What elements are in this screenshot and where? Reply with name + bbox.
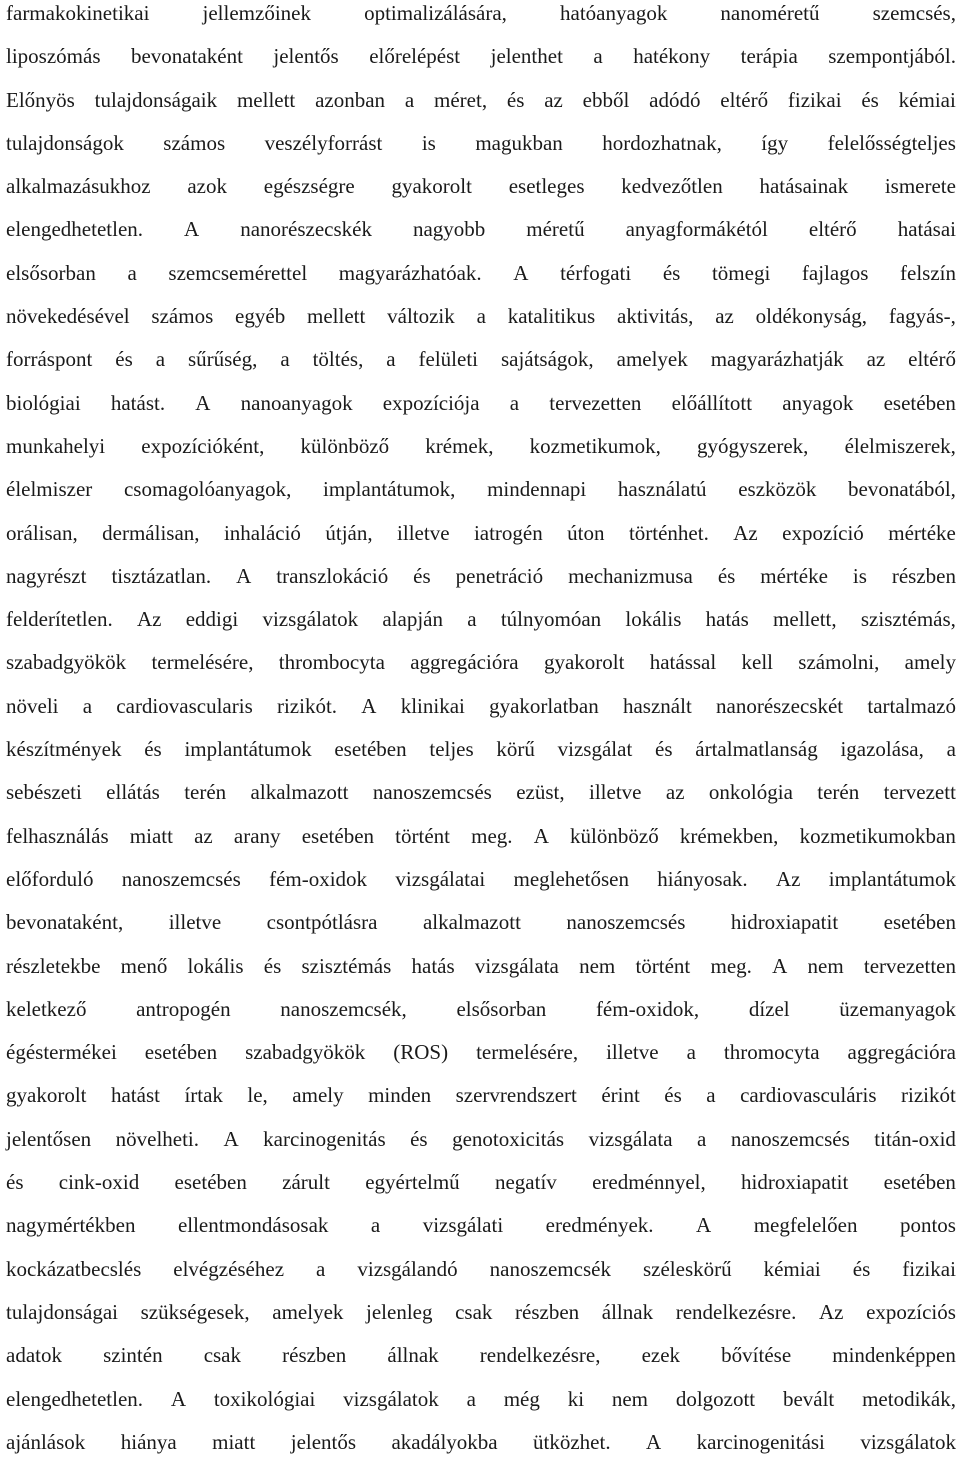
text-line: felderítetlen. Az eddigi vizsgálatok alapján a túlnyomóan lokális hatás mellett, szisztémás, <box>6 607 956 632</box>
text-line: keletkező antropogén nanoszemcsék, elsősorban fém-oxidok, dízel üzemanyagok <box>6 996 956 1021</box>
text-line: adatok szintén csak részben állnak rendelkezésre, ezek bővítése mindenképpen <box>6 1343 956 1368</box>
text-line: tulajdonságai szükségesek, amelyek jelenleg csak részben állnak rendelkezésre. Az expozíciós <box>6 1299 956 1324</box>
text-line: orálisan, dermálisan, inhaláció útján, illetve iatrogén úton történhet. Az expozíció mértéke <box>6 520 956 545</box>
text-line: alkalmazásukhoz azok egészségre gyakorolt esetleges kedvezőtlen hatásainak ismerete <box>6 174 956 199</box>
text-line: bevonataként, illetve csontpótlásra alkalmazott nanoszemcsés hidroxiapatit esetében <box>6 910 956 935</box>
document-body <box>6 0 956 1472</box>
text-line: elsősorban a szemcsemérettel magyarázhatóak. A térfogati és tömegi fajlagos felszín <box>6 260 956 285</box>
text-line: biológiai hatást. A nanoanyagok expozíciója a tervezetten előállított anyagok esetében <box>6 390 956 415</box>
text-line: részletekbe menő lokális és szisztémás hatás vizsgálata nem történt meg. A nem tervezetten <box>6 953 956 978</box>
text-line: felhasználás miatt az arany esetében történt meg. A különböző krémekben, kozmetikumokban <box>6 823 956 848</box>
text-line: és cink-oxid esetében zárult egyértelmű negatív eredménnyel, hidroxiapatit esetében <box>6 1170 956 1195</box>
text-line: szabadgyökök termelésére, thrombocyta aggregációra gyakorolt hatással kell számolni, amely <box>6 650 956 675</box>
text-line: nagyrészt tisztázatlan. A transzlokáció és penetráció mechanizmusa és mértéke is részben <box>6 563 956 588</box>
text-line: nagymértékben ellentmondásosak a vizsgálati eredmények. A megfelelően pontos <box>6 1213 956 1238</box>
text-line: Előnyös tulajdonságaik mellett azonban a méret, és az ebből adódó eltérő fizikai és kémiai <box>6 87 956 112</box>
text-line: élelmiszer csomagolóanyagok, implantátumok, mindennapi használatú eszközök bevonatából, <box>6 477 956 502</box>
text-line: előforduló nanoszemcsés fém-oxidok vizsgálatai meglehetősen hiányosak. Az implantátumok <box>6 866 956 891</box>
text-line: készítmények és implantátumok esetében teljes körű vizsgálat és ártalmatlanság igazolása, a <box>6 737 956 762</box>
text-line: ajánlások hiánya miatt jelentős akadályokba ütközhet. A karcinogenitási vizsgálatok <box>6 1429 956 1454</box>
text-line: növeli a cardiovascularis rizikót. A klinikai gyakorlatban használt nanorészecskét tartalmazó <box>6 693 956 718</box>
text-line: elengedhetetlen. A nanorészecskék nagyobb méretű anyagformákétól eltérő hatásai <box>6 217 956 242</box>
text-line: növekedésével számos egyéb mellett változik a katalitikus aktivitás, az oldékonyság, fagyás-, <box>6 304 956 329</box>
text-line: tulajdonságok számos veszélyforrást is magukban hordozhatnak, így felelősségteljes <box>6 130 956 155</box>
text-line: gyakorolt hatást írtak le, amely minden szervrendszert érint és a cardiovasculáris rizikót <box>6 1083 956 1108</box>
text-line: forráspont és a sűrűség, a töltés, a felületi sajátságok, amelyek magyarázhatják az eltérő <box>6 347 956 372</box>
text-line: kockázatbecslés elvégzéséhez a vizsgálandó nanoszemcsék széleskörű kémiai és fizikai <box>6 1256 956 1281</box>
text-line: sebészeti ellátás terén alkalmazott nanoszemcsés ezüst, illetve az onkológia terén tervezett <box>6 780 956 805</box>
text-line: liposzómás bevonataként jelentős előrelépést jelenthet a hatékony terápia szempontjából. <box>6 44 956 69</box>
text-line: jelentősen növelheti. A karcinogenitás és genotoxicitás vizsgálata a nanoszemcsés titán-oxid <box>6 1126 956 1151</box>
text-line: farmakokinetikai jellemzőinek optimalizálására, hatóanyagok nanoméretű szemcsés, <box>6 1 956 25</box>
text-line: elengedhetetlen. A toxikológiai vizsgálatok a még ki nem dolgozott bevált metodikák, <box>6 1386 956 1411</box>
text-line: égéstermékei esetében szabadgyökök (ROS) termelésére, illetve a thromocyta aggregációra <box>6 1040 956 1065</box>
text-line: munkahelyi expozícióként, különböző krémek, kozmetikumok, gyógyszerek, élelmiszerek, <box>6 433 956 458</box>
